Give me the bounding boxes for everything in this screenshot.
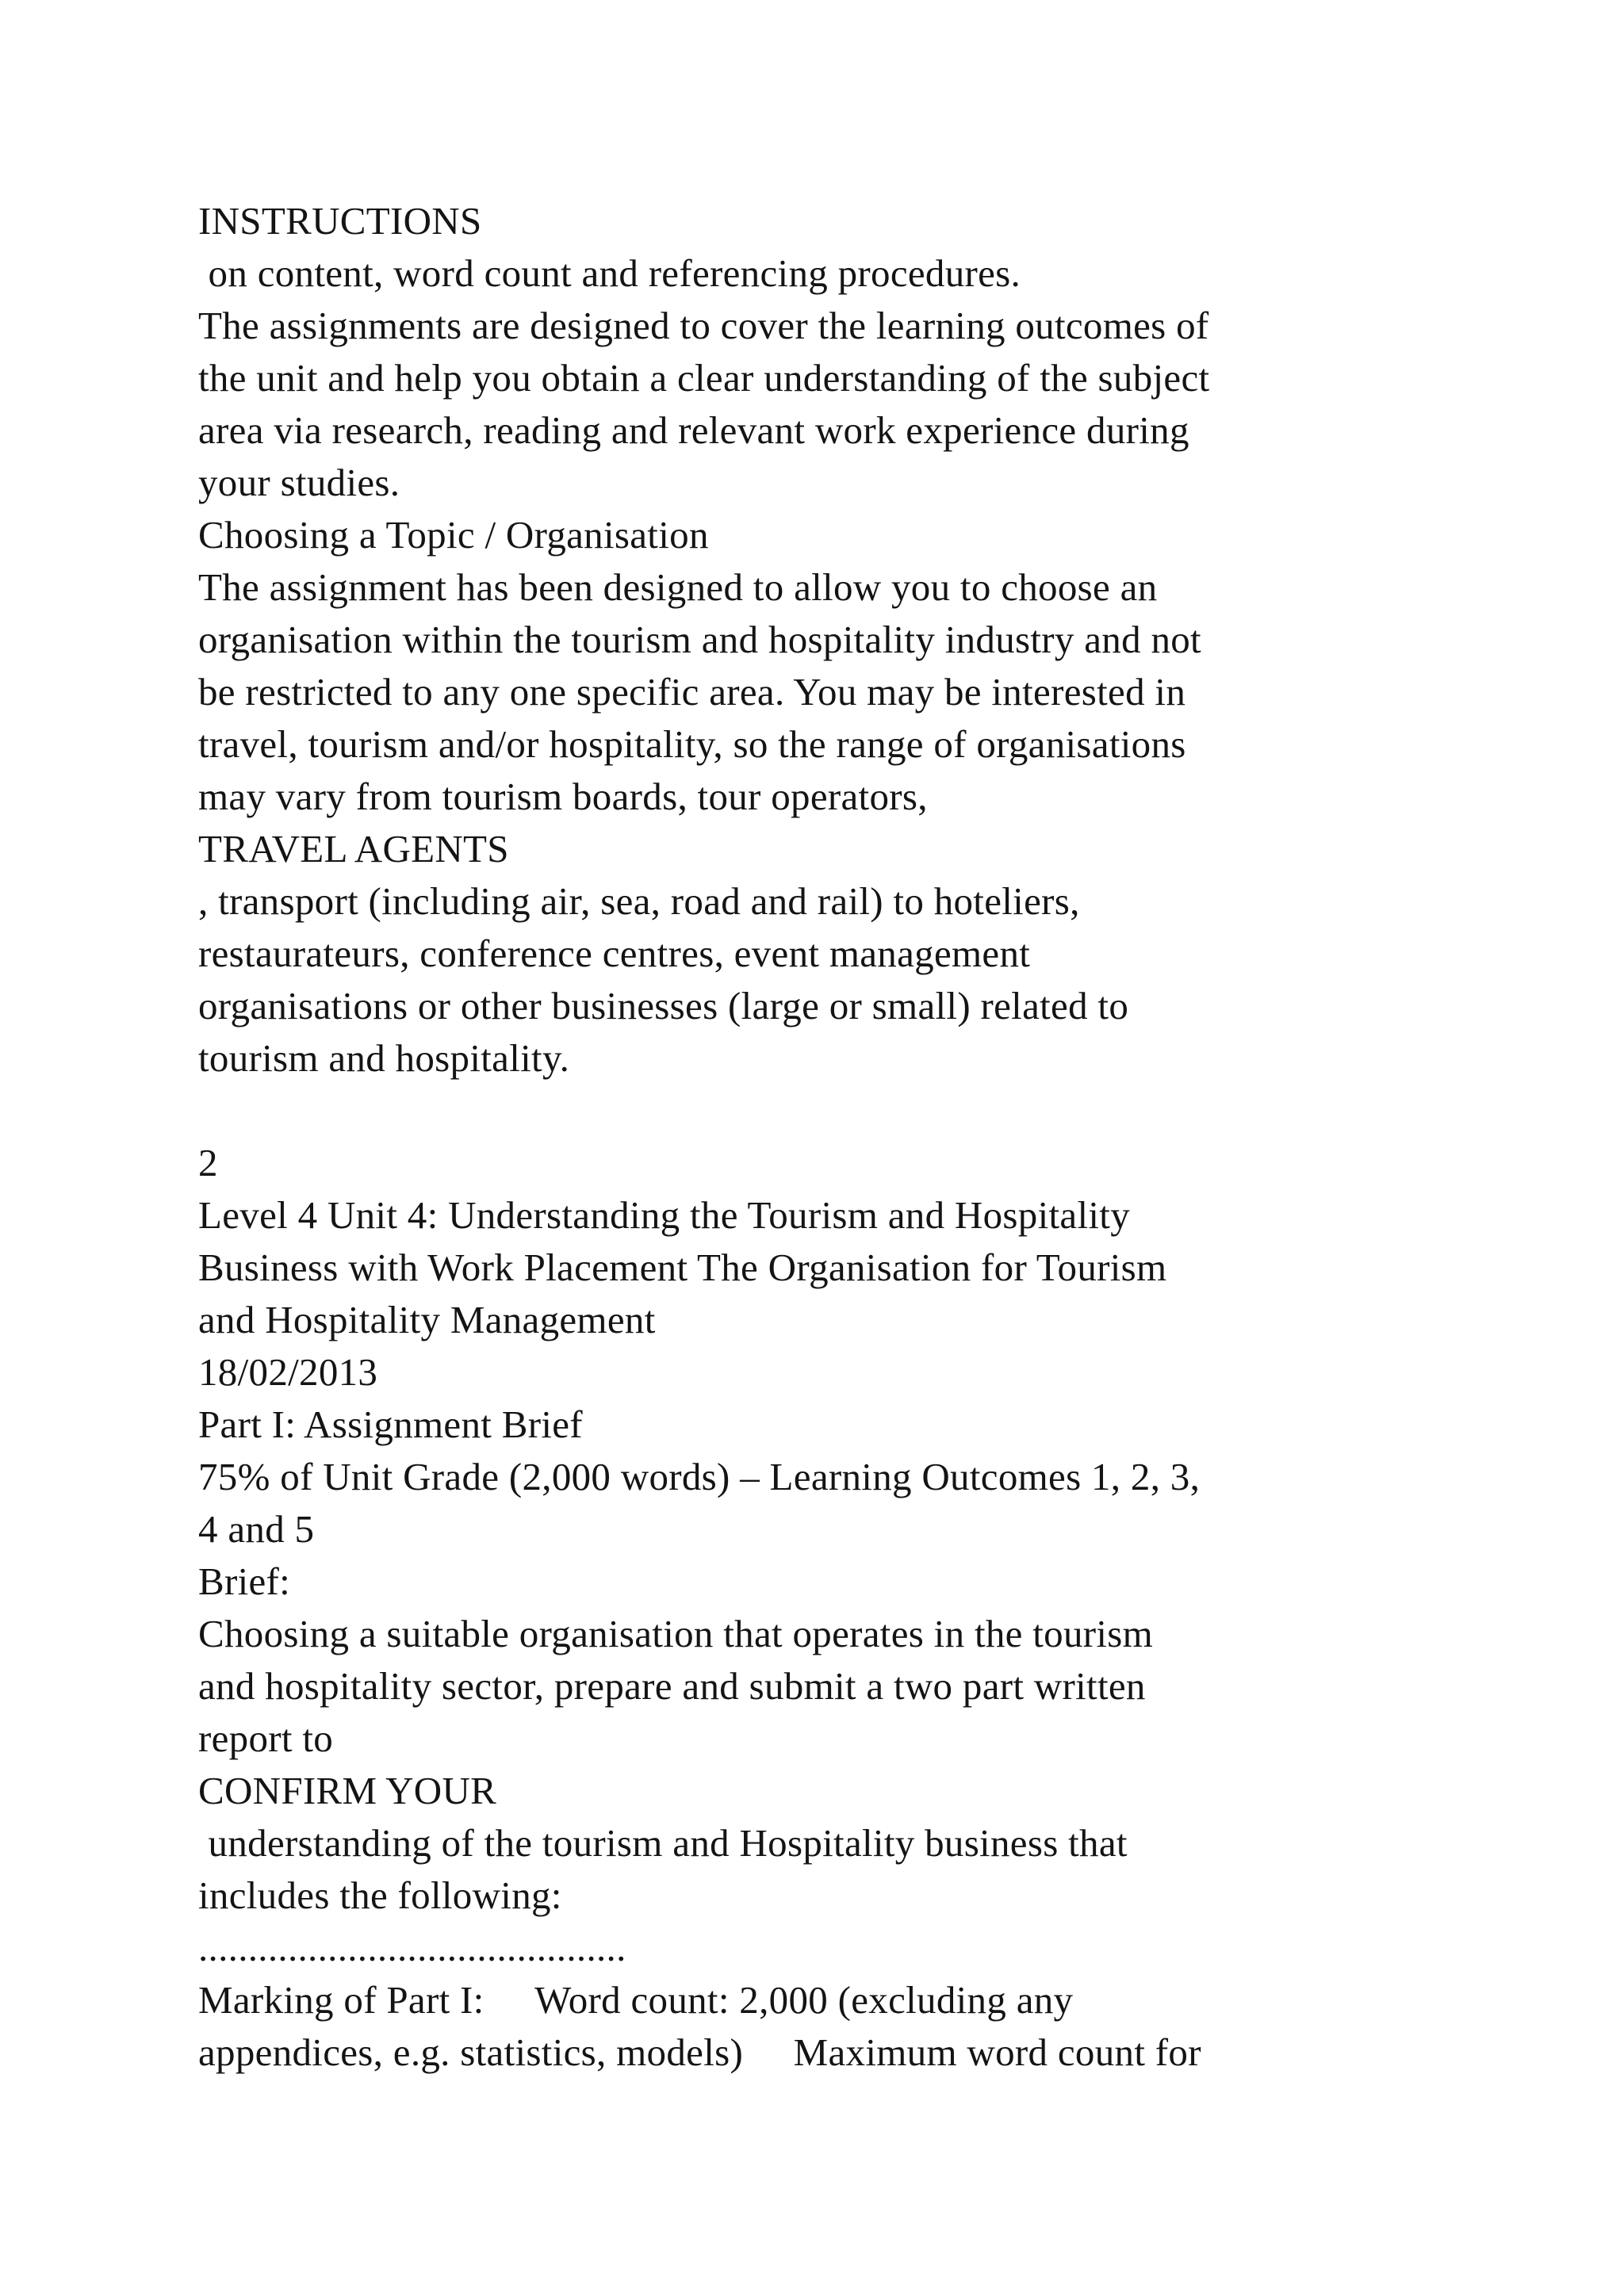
- unit-title-line: Business with Work Placement The Organisation for Tourism: [198, 1246, 1167, 1289]
- heading-choosing-topic: Choosing a Topic / Organisation: [198, 513, 709, 557]
- text-line-travel-agents: TRAVEL AGENTS: [198, 827, 509, 871]
- text-line: 4 and 5: [198, 1507, 315, 1551]
- dotted-separator: ...........................................: [198, 1926, 626, 1969]
- heading-assignment-brief: Part I: Assignment Brief: [198, 1402, 583, 1446]
- text-line: understanding of the tourism and Hospitality business that: [198, 1821, 1128, 1865]
- text-line: organisations or other businesses (large or small) related to: [198, 984, 1129, 1027]
- text-line: and hospitality sector, prepare and submit a two part written: [198, 1664, 1146, 1708]
- text-line-marking: appendices, e.g. statistics, models) Maximum word count for: [198, 2030, 1181, 2074]
- text-line: restaurateurs, conference centres, event management: [198, 932, 1031, 975]
- text-line: may vary from tourism boards, tour operators,: [198, 775, 928, 818]
- text-line: area via research, reading and relevant work experience during: [198, 408, 1189, 452]
- text-line: The assignment has been designed to allow you to choose an: [198, 565, 1158, 609]
- unit-title-line: and Hospitality Management: [198, 1298, 656, 1341]
- text-line: the unit and help you obtain a clear understanding of the subject: [198, 356, 1210, 400]
- text-line: tourism and hospitality.: [198, 1036, 570, 1080]
- text-line: 75% of Unit Grade (2,000 words) – Learning Outcomes 1, 2, 3,: [198, 1455, 1201, 1498]
- document-date: 18/02/2013: [198, 1350, 378, 1394]
- text-line: includes the following:: [198, 1873, 562, 1917]
- text-line: be restricted to any one specific area. You may be interested in: [198, 670, 1186, 714]
- heading-instructions: INSTRUCTIONS: [198, 199, 482, 243]
- unit-title-line: Level 4 Unit 4: Understanding the Tourism and Hospitality: [198, 1193, 1130, 1237]
- text-line-confirm-your: CONFIRM YOUR: [198, 1769, 497, 1812]
- page-number: 2: [198, 1141, 218, 1184]
- blank-line: [198, 1085, 1546, 1137]
- text-line: organisation within the tourism and hospitality industry and not: [198, 618, 1201, 661]
- document-body: [198, 195, 1546, 2079]
- text-line: travel, tourism and/or hospitality, so the range of organisations: [198, 722, 1186, 766]
- heading-brief: Brief:: [198, 1559, 291, 1603]
- text-line: The assignments are designed to cover the learning outcomes of: [198, 304, 1209, 347]
- text-line: , transport (including air, sea, road and rail) to hoteliers,: [198, 879, 1080, 923]
- text-line: on content, word count and referencing procedures.: [198, 251, 1021, 295]
- text-line-marking: Marking of Part I: Word count: 2,000 (excluding any: [198, 1978, 1052, 2022]
- text-line: report to: [198, 1716, 334, 1760]
- text-line: Choosing a suitable organisation that operates in the tourism: [198, 1612, 1154, 1655]
- text-line: your studies.: [198, 461, 400, 504]
